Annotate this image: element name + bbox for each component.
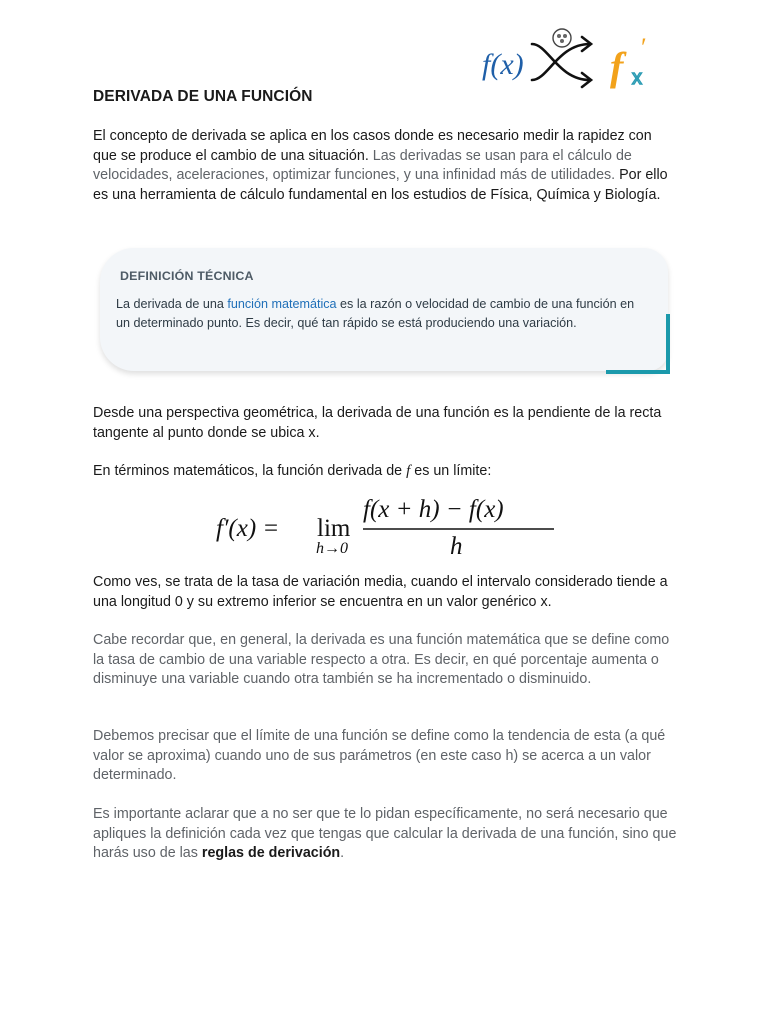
card-label: DEFINICIÓN TÉCNICA — [120, 269, 254, 283]
final-after: . — [340, 845, 345, 861]
formula-numerator: f(x + h) − f(x) — [363, 496, 504, 523]
funcion-matematica-link[interactable]: función matemática — [227, 297, 337, 311]
card-accent-vertical — [666, 314, 670, 374]
card-text-before: La derivada de una — [116, 297, 228, 311]
page-title: DERIVADA DE UNA FUNCIÓN — [93, 88, 313, 105]
intro-paragraph — [93, 127, 678, 205]
final-before: Es importante aclarar que a no ser que te lo pidan específicamente, no será necesario que apliques la definición cada vez que tengas que calcular la derivada de una función, sino que harás uso de las — [93, 806, 677, 861]
f-symbol: f — [406, 463, 411, 479]
formula-lim: lim — [317, 515, 351, 542]
limit-definition-paragraph: Debemos precisar que el límite de una función se define como la tendencia de esta (a qué valor se aproxima) cuando uno de sus parámetros (en este caso h) se acerca a un valor determinado. — [93, 728, 666, 783]
fx-logo — [478, 26, 668, 90]
limit-intro-after: es un límite: — [410, 463, 492, 479]
intro-part-2: Las derivadas se usan para el cálculo de velocidades, aceleraciones, optimizar funciones, y una infinidad más de utilidades. — [93, 147, 632, 183]
prime-sub-glyph: x — [632, 67, 642, 89]
rate-paragraph: Como ves, se trata de la tasa de variación media, cuando el intervalo considerado tiende a una longitud 0 y su extremo inferior se encuentra en un valor genérico x. — [93, 574, 668, 610]
card-accent-horizontal — [606, 370, 670, 374]
final-paragraph — [93, 805, 678, 864]
card-text — [116, 295, 636, 332]
intro-part-3: Por ello es una herramienta de cálculo fundamental en los estudios de Física, Química y Biología. — [93, 167, 668, 203]
prime-f-glyph: f — [610, 44, 624, 89]
card-text-after: es la razón o velocidad de cambio de una función en un determinado punto. Es decir, qué tan rápido se está produciendo una variación. — [116, 297, 635, 330]
reminder-paragraph: Cabe recordar que, en general, la derivada es una función matemática que se define como la tasa de cambio de una variable respecto a otra. Es decir, en qué porcentaje aumenta o disminuye una variable cuando otra también se ha incrementado o disminuido. — [93, 632, 670, 687]
intro-part-1: El concepto de derivada se aplica en los casos donde es necesario medir la rapidez con que se produce el cambio de una situación. — [93, 128, 652, 164]
prime-mark-glyph: ′ — [641, 33, 647, 62]
limit-intro-before: En términos matemáticos, la función derivada de — [93, 463, 407, 479]
formula-lhs: f′(x) = — [216, 515, 280, 542]
limit-intro-paragraph — [93, 462, 678, 482]
film-reel-icon — [553, 29, 571, 47]
formula-denominator: h — [450, 533, 463, 560]
fx-label: f(x) — [482, 48, 524, 81]
definition-card — [100, 248, 670, 373]
geometric-paragraph: Desde una perspectiva geométrica, la derivada de una función es la pendiente de la recta tangente al punto donde se ubica x. — [93, 405, 662, 441]
derivative-formula — [213, 492, 558, 560]
reglas-derivacion-text: reglas de derivación — [201, 845, 341, 861]
formula-lim-subscript: h→0 — [316, 540, 348, 557]
